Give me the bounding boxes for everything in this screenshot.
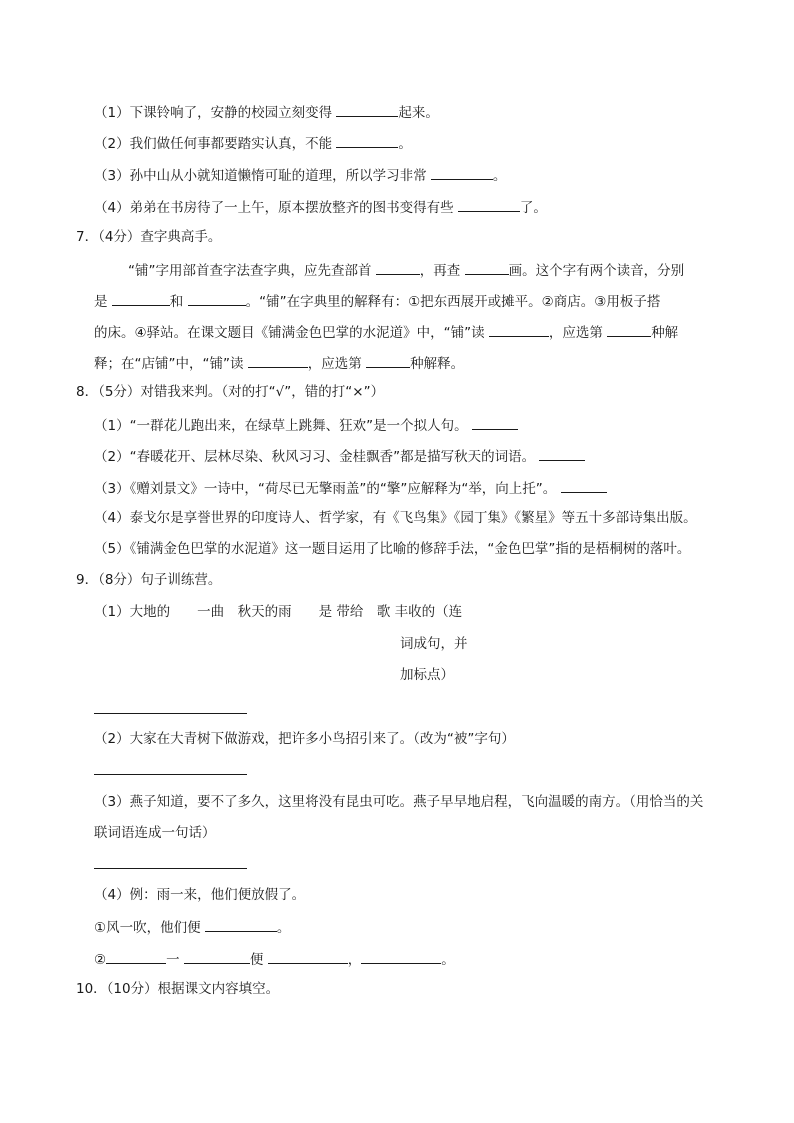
fill-item-4 [94, 197, 547, 217]
question-10-heading: 10．（10分）根据课文内容填空。 [76, 981, 280, 997]
q7-text: “铺”字用部首查字法查字典，应先查部首 [128, 263, 376, 279]
q7-text: 画。这个字有两个读音，分别 [508, 263, 685, 279]
item-text-end: 起来。 [398, 105, 439, 121]
q9-text: ② [94, 952, 107, 968]
answer-line[interactable] [94, 868, 247, 869]
judge-item-1 [94, 415, 518, 435]
answer-blank[interactable] [361, 949, 441, 964]
q7-text: 。“铺”在字典里的解释有：①把东西展开或摊平。②商店。③用板子搭 [245, 294, 661, 310]
q7-text: 种解释。 [410, 356, 465, 372]
q7-text: 和 [169, 294, 188, 310]
q9-sentence-1: （1）大地的 一曲 秋天的雨 是 带给 歌 丰收的（连 [94, 604, 463, 620]
answer-blank[interactable] [336, 102, 398, 117]
answer-line[interactable] [94, 774, 247, 775]
fill-item-2 [94, 133, 412, 153]
answer-blank[interactable] [205, 917, 277, 932]
q9-text: 。 [441, 952, 455, 968]
q9-text: ①风一吹，他们便 [94, 920, 205, 936]
judge-text: （1）“一群花儿跑出来，在绿草上跳舞、狂欢”是一个拟人句。 [94, 418, 468, 434]
q9-sentence-1-cont: 加标点） [400, 667, 454, 683]
q7-text: 是 [94, 294, 112, 310]
question-9-heading: 9．（8分）句子训练营。 [76, 572, 222, 588]
item-text: （2）我们做任何事都要踏实认真，不能 [94, 136, 337, 152]
answer-blank[interactable] [112, 291, 170, 306]
item-text: （1）下课铃响了，安静的校园立刻变得 [94, 105, 337, 121]
answer-blank[interactable] [472, 415, 518, 430]
q9-sentence-1-cont: 词成句，并 [400, 636, 468, 652]
item-text: （3）孙中山从小就知道懒惰可耻的道理，所以学习非常 [94, 168, 431, 184]
item-text-end: 了。 [519, 200, 547, 216]
answer-blank[interactable] [336, 133, 398, 148]
q9-sentence-4: （4）例：雨一来，他们便放假了。 [94, 887, 306, 903]
q7-text: ，应选第 [548, 325, 608, 341]
q7-line-3 [94, 322, 678, 342]
q7-line-2 [94, 291, 660, 311]
answer-blank[interactable] [458, 197, 520, 212]
q7-text: ，应选第 [307, 356, 367, 372]
answer-line[interactable] [94, 713, 247, 714]
q9-sentence-2: （2）大家在大青树下做游戏，把许多小鸟招引来了。（改为“被”字句） [94, 731, 515, 747]
answer-blank[interactable] [561, 478, 607, 493]
q9-sentence-3: （3）燕子知道，要不了多久，这里将没有昆虫可吃。燕子早早地启程，飞向温暖的南方。（用恰当的关 [94, 794, 704, 810]
q9-text: 。 [276, 920, 291, 936]
fill-item-3 [94, 165, 506, 185]
q9-example-1 [94, 917, 290, 937]
answer-blank[interactable] [489, 322, 549, 337]
item-text-end: 。 [492, 168, 507, 184]
judge-text: （2）“春暖花开、层林尽染、秋风习习、金桂飘香”都是描写秋天的词语。 [94, 449, 536, 465]
q7-text: ，再查 [419, 263, 465, 279]
judge-item-2 [94, 446, 585, 466]
q9-text: 便 [249, 952, 268, 968]
answer-blank[interactable] [539, 446, 585, 461]
q7-line-4 [94, 353, 464, 373]
judge-text: （3）《赠刘景文》一诗中，“荷尽已无擎雨盖”的“擎”应解释为“举，向上托”。 [94, 481, 557, 497]
item-text: （4）弟弟在书房待了一上午，原本摆放整齐的图书变得有些 [94, 200, 458, 216]
q7-text: 释；在“店铺”中，“铺”读 [94, 356, 248, 372]
q7-text: 种解 [651, 325, 679, 341]
answer-blank[interactable] [106, 949, 166, 964]
answer-blank[interactable] [366, 353, 410, 368]
judge-item-3 [94, 478, 607, 498]
answer-blank[interactable] [607, 322, 651, 337]
answer-blank[interactable] [376, 260, 420, 275]
answer-blank[interactable] [465, 260, 509, 275]
q9-text: ， [347, 952, 362, 968]
q7-text: 的床。④驿站。在课文题目《铺满金色巴掌的水泥道》中，“铺”读 [94, 325, 489, 341]
fill-item-1 [94, 102, 439, 122]
answer-blank[interactable] [184, 949, 250, 964]
judge-item-5: （5）《铺满金色巴掌的水泥道》这一题目运用了比喻的修辞手法，“金色巴掌”指的是梧桐树的落叶。 [94, 541, 691, 557]
q9-text: 一 [166, 952, 184, 968]
q9-example-2 [94, 949, 455, 969]
answer-blank[interactable] [268, 949, 348, 964]
q7-line-1 [128, 260, 684, 280]
q9-sentence-3-cont: 联词语连成一句话） [94, 825, 216, 841]
judge-item-4: （4）泰戈尔是享誉世界的印度诗人、哲学家，有《飞鸟集》《园丁集》《繁星》等五十多部诗集出版。 [94, 510, 697, 526]
item-text-end: 。 [398, 136, 412, 152]
question-7-heading: 7．（4分）查字典高手。 [76, 229, 222, 245]
question-8-heading: 8．（5分）对错我来判。（对的打“√”，错的打“×”） [76, 384, 385, 400]
answer-blank[interactable] [248, 353, 308, 368]
answer-blank[interactable] [188, 291, 246, 306]
answer-blank[interactable] [431, 165, 493, 180]
